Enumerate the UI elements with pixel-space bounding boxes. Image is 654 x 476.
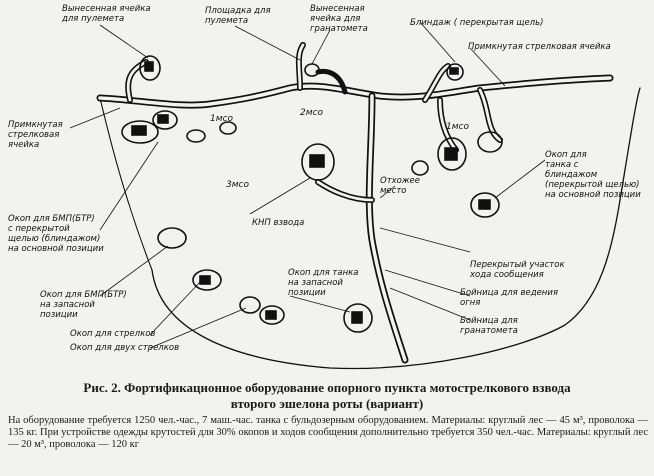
label-mg-platform: Площадка для пулемета (205, 6, 271, 26)
label-bmp-trench-reserve: Окоп для БМП(БТР) на запасной позиции (40, 290, 127, 320)
label-grenade-loophole: Бойница для гранатомета (460, 316, 518, 336)
label-latrine: Отхожее место (380, 176, 420, 196)
figure-note: На оборудование требуется 1250 чел.-час., 7 маш.-час. танка с бульдозерным оборудованием. Материалы: круглый лес — 45 м³, проволока — 135 кг. При устройстве одежды крутостей для 30% окопов и ходов сообщения дополнительно требуется 350 чел.-час. Материалы: круглый лес — 20 м³, проволока — 120 кг (8, 415, 648, 450)
label-rifle-trench: Окоп для стрелков (70, 329, 156, 339)
unit-1b: 1мсо (446, 122, 469, 132)
figure-caption-subtitle: второго эшелона роты (вариант) (230, 396, 424, 411)
label-adjacent-rifle-cell-left: Примкнутая стрелковая ячейка (8, 120, 63, 150)
emplacement-bmp-reserve (158, 228, 186, 248)
label-shelter: Блиндаж ( перекрытая щель) (410, 18, 544, 28)
label-tank-trench-main: Окоп для танка с блиндажом (перекрытой щелью) на основной позиции (545, 150, 641, 200)
unit-3: 3мсо (226, 180, 249, 190)
emplacement-rifle (240, 297, 260, 313)
position-boundary-left (100, 98, 152, 270)
label-bmp-trench-main: Окоп для БМП(БТР) с перекрытой щелью (блиндажом) на основной позиции (8, 214, 104, 254)
label-covered-section: Перекрытый участок хода сообщения (470, 260, 565, 280)
unit-2: 2мсо (300, 108, 323, 118)
label-observation-post: Бойница для ведения огня (460, 288, 558, 308)
label-remote-mg-cell: Вынесенная ячейка для пулемета (62, 4, 151, 24)
communication-trench (369, 96, 405, 360)
unit-1: 1мсо (210, 114, 233, 124)
figure-caption: Рис. 2. Фортификационное оборудование опорного пункта мотострелкового взвода (83, 380, 571, 395)
label-two-rifle-trench: Окоп для двух стрелков (70, 343, 180, 353)
label-knp: КНП взвода (252, 218, 305, 228)
label-remote-grenadier-cell: Вынесенная ячейка для гранатомета (310, 4, 368, 34)
label-adjacent-rifle-cell-right: Примкнутая стрелковая ячейка (468, 42, 611, 52)
label-tank-trench-reserve: Окоп для танка на запасной позиции (288, 268, 359, 298)
